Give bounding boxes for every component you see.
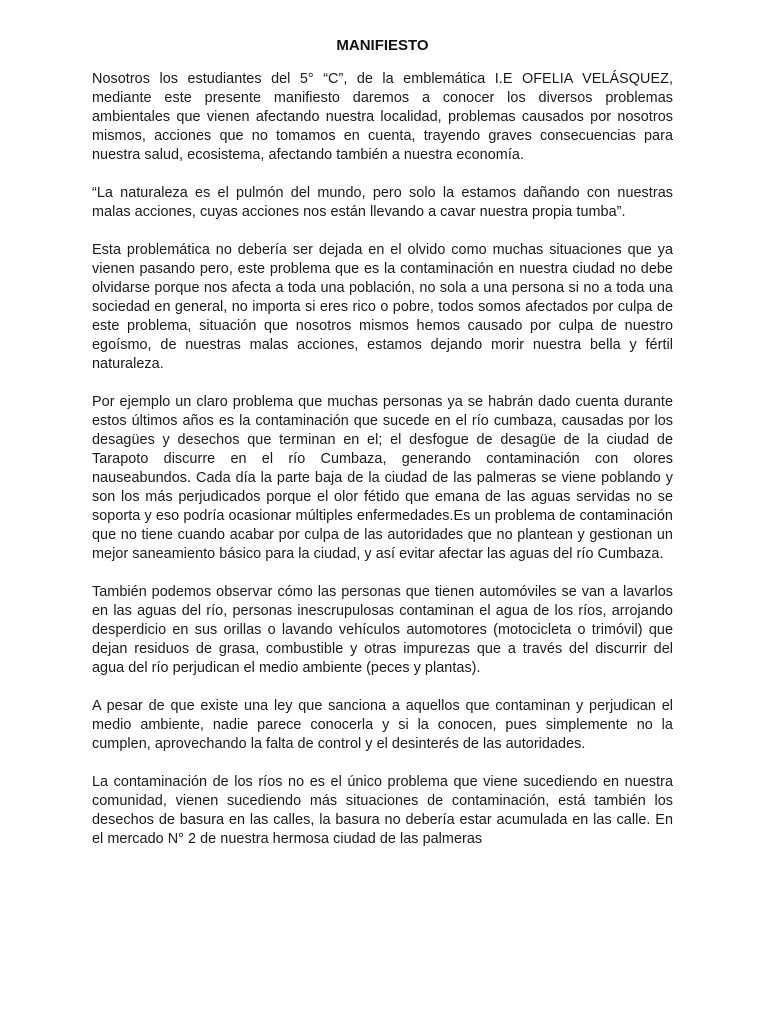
document-title: MANIFIESTO xyxy=(336,37,429,54)
paragraph-garbage: La contaminación de los ríos no es el único problema que viene sucediendo en nuestra comunidad, vienen sucediendo más situaciones de contaminación, está también los desechos de basura en las calles, la basura no debería estar acumulada en las calle. En el mercado N° 2 de nuestra hermosa ciudad de las palmeras xyxy=(92,774,673,847)
paragraph-quote: “La naturaleza es el pulmón del mundo, pero solo la estamos dañando con nuestras malas acciones, cuyas acciones nos están llevando a cavar nuestra propia tumba”. xyxy=(92,185,673,220)
paragraph-law: A pesar de que existe una ley que sanciona a aquellos que contaminan y perjudican el medio ambiente, nadie parece conocerla y si la conocen, pues simplemente no la cumplen, aprovechando la falta de control y el desinterés de las autoridades. xyxy=(92,698,673,752)
document-page xyxy=(92,36,673,868)
paragraph-problem: Esta problemática no debería ser dejada en el olvido como muchas situaciones que ya vienen pasando pero, este problema que es la contaminación en nuestra ciudad no debe olvidarse porque nos afecta a toda una población, no sola a una persona si no a toda una sociedad en general, no importa si eres rico o pobre, todos somos afectados por culpa de este problema, situación que nosotros mismos hemos causado por culpa de nuestro egoísmo, de nuestras malas acciones, estamos dejando morir nuestra bella y fértil naturaleza. xyxy=(92,242,673,372)
paragraph-intro: Nosotros los estudiantes del 5° “C”, de la emblemática I.E OFELIA VELÁSQUEZ, mediante este presente manifiesto daremos a conocer los diversos problemas ambientales que vienen afectando nuestra localidad, problemas causados por nosotros mismos, acciones que no tomamos en cuenta, trayendo graves consecuencias para nuestra salud, ecosistema, afectando también a nuestra economía. xyxy=(92,71,673,163)
paragraph-car-washing: También podemos observar cómo las personas que tienen automóviles se van a lavarlos en las aguas del río, personas inescrupulosas contaminan el agua de los ríos, arrojando desperdicio en sus orillas o lavando vehículos automotores (motocicleta o trimóvil) que dejan residuos de grasa, combustible y otras impurezas que a través del discurrir del agua del río perjudican el medio ambiente (peces y plantas). xyxy=(92,584,673,676)
paragraph-river-example: Por ejemplo un claro problema que muchas personas ya se habrán dado cuenta durante estos últimos años es la contaminación que sucede en el río cumbaza, causadas por los desagües y desechos que terminan en el; el desfogue de desagüe de la ciudad de Tarapoto discurre en el río Cumbaza, generando contaminación con olores nauseabundos. Cada día la parte baja de la ciudad de las palmeras se viene poblando y son los más perjudicados porque el olor fétido que emana de las aguas servidas no se soporta y eso podría ocasionar múltiples enfermedades.Es un problema de contaminación que no tiene cuando acabar por culpa de las autoridades que no plantean y gestionan un mejor saneamiento básico para la ciudad, y así evitar afectar las aguas del río Cumbaza. xyxy=(92,394,673,562)
